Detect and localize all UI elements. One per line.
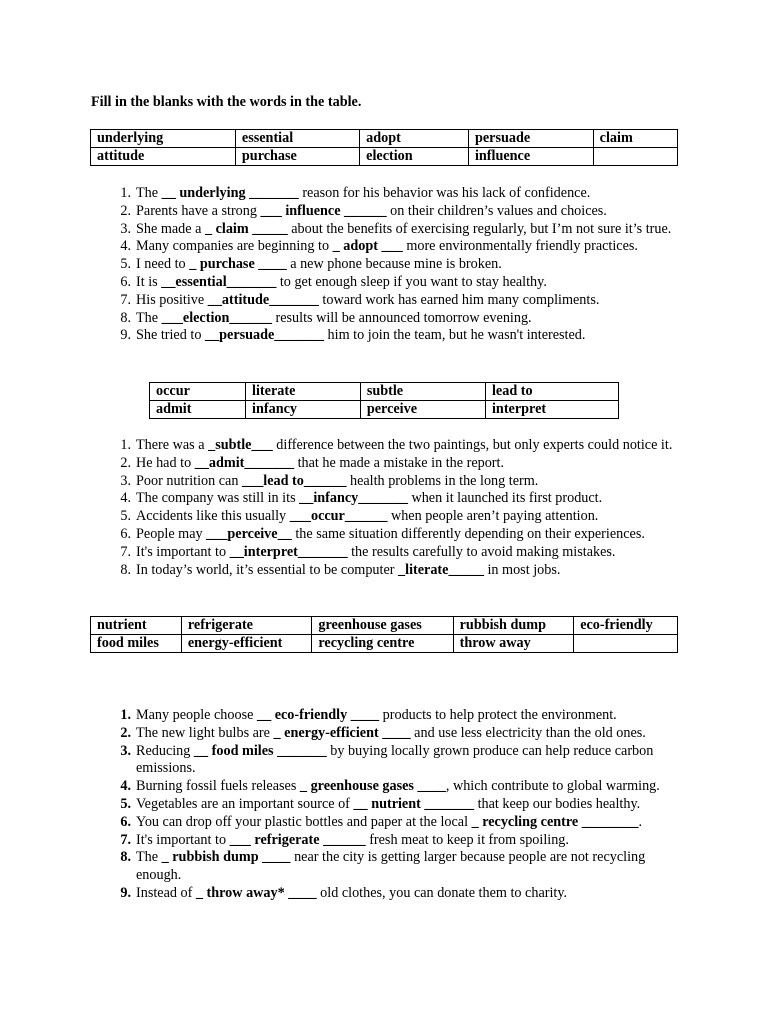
question-text-before: People may xyxy=(136,525,207,542)
question-text-after: results will be announced tomorrow evening. xyxy=(271,309,532,326)
word-bank-cell: recycling centre xyxy=(312,635,453,653)
question-text-before: Many companies are beginning to xyxy=(136,238,333,255)
question-number: 4. xyxy=(120,778,131,795)
word-bank-cell: literate xyxy=(246,383,361,401)
word-bank-cell: occur xyxy=(150,383,246,401)
question-text-before: It is xyxy=(136,273,162,290)
question-text-after: that keep our bodies healthy. xyxy=(474,795,641,812)
question-item xyxy=(91,274,678,292)
word-bank-cell: election xyxy=(360,148,469,166)
word-bank-row xyxy=(91,148,678,166)
answer-blank: ___ refrigerate ______ xyxy=(229,831,366,848)
question-text-after: health problems in the long term. xyxy=(346,472,539,489)
word-bank-cell: refrigerate xyxy=(181,617,312,635)
word-bank-cell: influence xyxy=(468,148,593,166)
question-text-after: products to help protect the environment. xyxy=(379,707,617,723)
question-number: 5. xyxy=(120,508,131,525)
question-text-after: on their children’s values and choices. xyxy=(386,202,607,219)
answer-blank: _ throw away* ____ xyxy=(195,884,317,901)
question-text-after: reason for his behavior was his lack of confidence. xyxy=(298,185,591,201)
instructions-heading: Fill in the blanks with the words in the table. xyxy=(91,94,362,110)
answer-blank: _ adopt ___ xyxy=(332,238,403,255)
question-text-before: Vegetables are an important source of xyxy=(136,795,354,812)
answer-blank: ___perceive__ xyxy=(206,525,292,542)
word-bank-cell: essential xyxy=(235,130,359,148)
question-text-before: Parents have a strong xyxy=(136,202,261,219)
question-text-after: in most jobs. xyxy=(483,561,561,578)
question-number: 2. xyxy=(120,454,131,471)
question-text-before: His positive xyxy=(136,291,208,308)
answer-blank: _ energy-efficient ____ xyxy=(273,724,411,741)
word-bank-cell: interpret xyxy=(485,401,618,419)
question-item xyxy=(91,562,678,580)
answer-blank: _ rubbish dump ____ xyxy=(161,849,291,866)
answer-blank: _ greenhouse gases ____ xyxy=(299,778,446,795)
answer-blank: _ claim _____ xyxy=(204,220,288,237)
answer-blank: __admit_______ xyxy=(194,454,295,471)
question-text-before: Accidents like this usually xyxy=(136,508,290,525)
question-number: 9. xyxy=(120,884,131,901)
question-number: 4. xyxy=(120,238,131,255)
answer-blank: __ eco-friendly ____ xyxy=(256,707,380,723)
question-text-before: The xyxy=(136,849,162,866)
word-bank-cell: throw away xyxy=(453,635,574,653)
word-bank-cell: eco-friendly xyxy=(574,617,678,635)
word-bank-cell: food miles xyxy=(91,635,182,653)
answer-blank: _subtle___ xyxy=(208,437,273,453)
question-text-before: Instead of xyxy=(136,884,196,901)
question-text-before: There was a xyxy=(136,437,209,453)
question-text-before: It's important to xyxy=(136,543,230,560)
answer-blank: _ purchase ____ xyxy=(189,256,287,273)
answer-blank: __essential_______ xyxy=(161,273,277,290)
question-text-after: old clothes, you can donate them to charity. xyxy=(316,884,568,901)
question-text-after: the same situation differently depending on their experiences. xyxy=(291,525,645,542)
question-item xyxy=(91,885,678,903)
question-text-before: The new light bulbs are xyxy=(136,724,274,741)
question-text-after: when it launched its first product. xyxy=(407,490,603,507)
question-text-after: him to join the team, but he wasn't interested. xyxy=(324,327,586,344)
word-bank-row xyxy=(91,617,678,635)
word-bank-table-2 xyxy=(149,382,619,419)
question-item xyxy=(91,544,678,562)
question-number: 5. xyxy=(120,795,131,812)
question-item xyxy=(91,327,678,345)
answer-blank: __infancy_______ xyxy=(299,490,408,507)
word-bank-row xyxy=(91,130,678,148)
question-number: 4. xyxy=(120,490,131,507)
word-bank-table-3 xyxy=(90,616,678,653)
word-bank-cell: subtle xyxy=(360,383,485,401)
question-number: 8. xyxy=(120,849,131,866)
question-text-before: The company was still in its xyxy=(136,490,300,507)
answer-blank: __ underlying _______ xyxy=(161,185,299,201)
word-bank-cell: attitude xyxy=(91,148,236,166)
question-item xyxy=(91,743,678,779)
word-bank-cell: claim xyxy=(593,130,677,148)
question-text-before: He had to xyxy=(136,454,195,471)
question-number: 9. xyxy=(120,327,131,344)
word-bank-cell: perceive xyxy=(360,401,485,419)
question-text-after: toward work has earned him many compliments. xyxy=(318,291,600,308)
question-item xyxy=(91,490,678,508)
word-bank-row xyxy=(150,401,619,419)
word-bank-cell: adopt xyxy=(360,130,469,148)
question-number: 1. xyxy=(120,437,131,453)
question-number: 7. xyxy=(120,543,131,560)
question-item xyxy=(91,508,678,526)
question-text-after: the results carefully to avoid making mistakes. xyxy=(347,543,616,560)
question-item xyxy=(91,796,678,814)
question-item xyxy=(91,778,678,796)
question-list-2 xyxy=(91,437,678,579)
word-bank-cell xyxy=(593,148,677,166)
question-text-before: She tried to xyxy=(136,327,205,344)
question-item xyxy=(91,185,678,203)
question-text-after: when people aren’t paying attention. xyxy=(387,508,599,525)
question-text-after: to get enough sleep if you want to stay healthy. xyxy=(276,273,547,290)
question-item xyxy=(91,238,678,256)
question-text-before: Many people choose xyxy=(136,707,257,723)
question-number: 6. xyxy=(120,813,131,830)
question-text-before: You can drop off your plastic bottles and paper at the local xyxy=(136,813,472,830)
question-item xyxy=(91,814,678,832)
answer-blank: ___election______ xyxy=(161,309,272,326)
answer-blank: ___ influence ______ xyxy=(260,202,387,219)
question-list-3 xyxy=(91,707,678,903)
question-text-before: She made a xyxy=(136,220,205,237)
question-item xyxy=(91,437,678,455)
question-number: 3. xyxy=(120,472,131,489)
question-item xyxy=(91,203,678,221)
word-bank-cell: persuade xyxy=(468,130,593,148)
question-text-after: by buying locally grown produce can help reduce carbon emissions. xyxy=(136,742,654,777)
question-text-after: . xyxy=(638,813,643,830)
question-number: 3. xyxy=(120,220,131,237)
word-bank-table-1 xyxy=(90,129,678,166)
word-bank-cell: underlying xyxy=(91,130,236,148)
word-bank-cell: purchase xyxy=(235,148,359,166)
question-number: 6. xyxy=(120,273,131,290)
question-text-before: I need to xyxy=(136,256,190,273)
question-number: 8. xyxy=(120,561,131,578)
question-text-before: Reducing xyxy=(136,742,194,759)
answer-blank: ___lead to______ xyxy=(242,472,347,489)
word-bank-cell: admit xyxy=(150,401,246,419)
answer-blank: __ nutrient _______ xyxy=(353,795,475,812)
question-item xyxy=(91,849,678,885)
question-list-1 xyxy=(91,185,678,345)
question-number: 8. xyxy=(120,309,131,326)
question-text-before: The xyxy=(136,309,162,326)
word-bank-row xyxy=(150,383,619,401)
question-text-after: that he made a mistake in the report. xyxy=(294,454,505,471)
word-bank-cell: rubbish dump xyxy=(453,617,574,635)
question-text-before: In today’s world, it’s essential to be computer xyxy=(136,561,399,578)
question-item xyxy=(91,725,678,743)
question-number: 6. xyxy=(120,525,131,542)
question-text-after: about the benefits of exercising regularly, but I’m not sure it’s true. xyxy=(287,220,672,237)
question-number: 7. xyxy=(120,831,131,848)
question-number: 1. xyxy=(120,185,131,201)
word-bank-cell: nutrient xyxy=(91,617,182,635)
question-text-before: It's important to xyxy=(136,831,230,848)
question-text-after: , which contribute to global warming. xyxy=(445,778,660,795)
question-item xyxy=(91,832,678,850)
question-item xyxy=(91,310,678,328)
question-text-after: more environmentally friendly practices. xyxy=(402,238,638,255)
question-number: 5. xyxy=(120,256,131,273)
word-bank-cell: energy-efficient xyxy=(181,635,312,653)
question-number: 2. xyxy=(120,202,131,219)
question-text-after: fresh meat to keep it from spoiling. xyxy=(365,831,569,848)
word-bank-cell: greenhouse gases xyxy=(312,617,453,635)
question-text-before: The xyxy=(136,185,162,201)
answer-blank: __ food miles _______ xyxy=(193,742,327,759)
question-text-after: and use less electricity than the old ones. xyxy=(410,724,646,741)
question-item xyxy=(91,526,678,544)
question-item xyxy=(91,256,678,274)
question-number: 1. xyxy=(120,707,131,723)
question-item xyxy=(91,707,678,725)
question-item xyxy=(91,473,678,491)
word-bank-cell: lead to xyxy=(485,383,618,401)
answer-blank: __persuade_______ xyxy=(204,327,324,344)
answer-blank: _literate_____ xyxy=(398,561,484,578)
question-text-before: Poor nutrition can xyxy=(136,472,242,489)
question-text-after: difference between the two paintings, but only experts could notice it. xyxy=(272,437,673,453)
question-number: 2. xyxy=(120,724,131,741)
question-text-after: near the city is getting larger because people are not recycling enough. xyxy=(136,849,646,884)
question-item xyxy=(91,455,678,473)
question-item xyxy=(91,221,678,239)
question-item xyxy=(91,292,678,310)
word-bank-row xyxy=(91,635,678,653)
question-text-after: a new phone because mine is broken. xyxy=(286,256,502,273)
question-text-before: Burning fossil fuels releases xyxy=(136,778,300,795)
answer-blank: __attitude_______ xyxy=(207,291,319,308)
answer-blank: __interpret_______ xyxy=(229,543,348,560)
question-number: 7. xyxy=(120,291,131,308)
answer-blank: _ recycling centre ________ xyxy=(471,813,639,830)
word-bank-cell xyxy=(574,635,678,653)
answer-blank: ___occur______ xyxy=(289,508,388,525)
word-bank-cell: infancy xyxy=(246,401,361,419)
question-number: 3. xyxy=(120,742,131,759)
